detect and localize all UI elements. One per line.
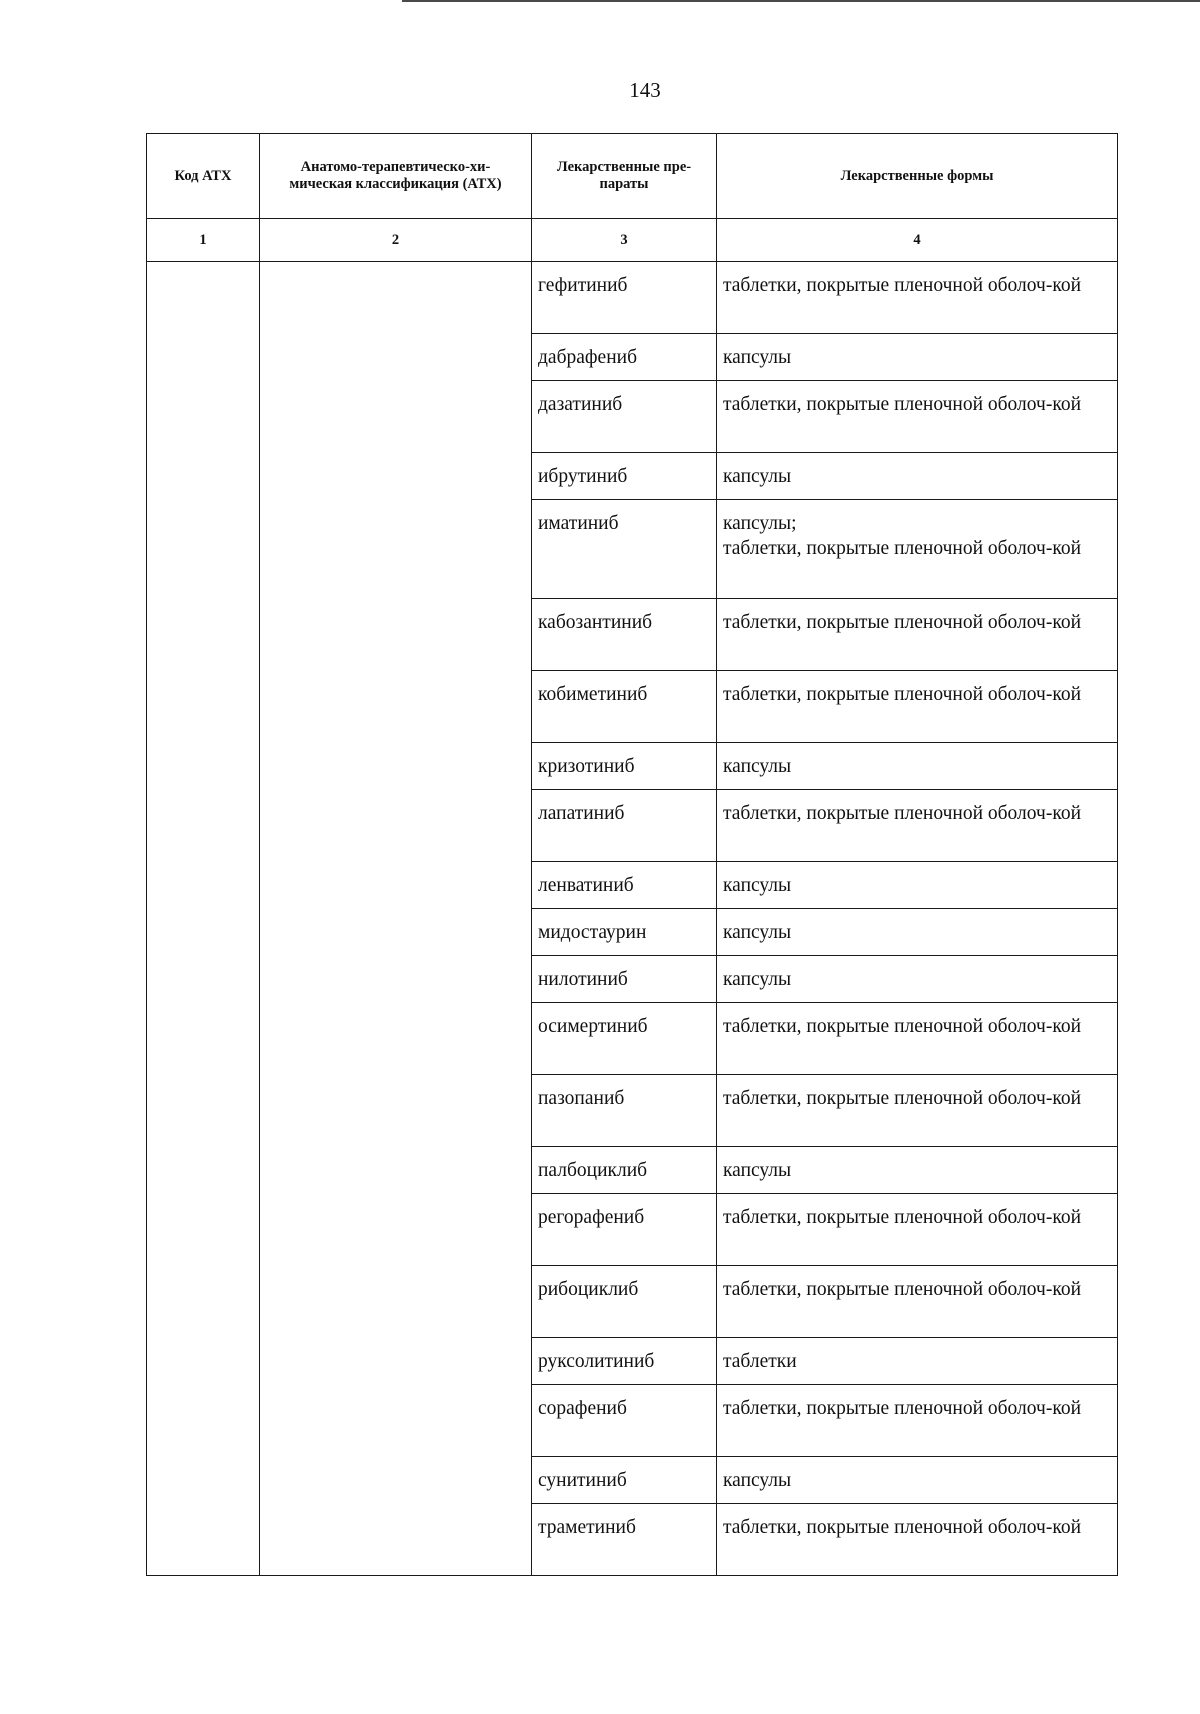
drug-name-cell: регорафениб (532, 1194, 717, 1266)
dosage-form-text: капсулы; (723, 513, 797, 534)
top-rule (402, 0, 1200, 2)
dosage-forms-cell (717, 334, 1118, 381)
drug-name-cell: нилотиниб (532, 956, 717, 1003)
dosage-forms-cell (717, 1147, 1118, 1194)
dosage-form-text: таблетки, покрытые пленочной оболоч-кой (723, 1279, 1081, 1300)
drug-name-cell: дазатиниб (532, 381, 717, 453)
dosage-form-text: капсулы (723, 1160, 792, 1181)
dosage-forms-cell (717, 1194, 1118, 1266)
header-atc-classification: Анатомо-терапевтическо-хи-мическая классификация (АТХ) (260, 134, 532, 219)
dosage-form-text: таблетки (723, 1351, 797, 1372)
drug-name-cell: кризотиниб (532, 743, 717, 790)
dosage-forms-cell (717, 1075, 1118, 1147)
drug-name-cell: рибоциклиб (532, 1266, 717, 1338)
dosage-forms-cell (717, 381, 1118, 453)
drug-name-cell: сорафениб (532, 1385, 717, 1457)
table-body (147, 262, 1118, 1576)
dosage-forms-cell (717, 1266, 1118, 1338)
dosage-form-text: капсулы (723, 969, 792, 990)
dosage-forms-cell (717, 1003, 1118, 1075)
dosage-forms-cell (717, 909, 1118, 956)
drug-name-cell: палбоциклиб (532, 1147, 717, 1194)
header-dosage-forms: Лекарственные формы (717, 134, 1118, 219)
drug-name-cell: траметиниб (532, 1504, 717, 1576)
column-number: 4 (717, 219, 1118, 262)
dosage-forms-cell (717, 262, 1118, 334)
drug-name-cell: иматиниб (532, 500, 717, 599)
dosage-forms-cell (717, 599, 1118, 671)
page-number: 143 (629, 78, 661, 102)
dosage-form-text: таблетки, покрытые пленочной оболоч-кой (723, 612, 1081, 633)
dosage-form-text: капсулы (723, 1470, 792, 1491)
column-number: 1 (147, 219, 260, 262)
drug-name-cell: кабозантиниб (532, 599, 717, 671)
drug-name-cell: пазопаниб (532, 1075, 717, 1147)
dosage-forms-cell (717, 1457, 1118, 1504)
dosage-forms-cell (717, 1338, 1118, 1385)
drug-name-cell: ленватиниб (532, 862, 717, 909)
dosage-forms-cell (717, 1504, 1118, 1576)
dosage-form-text: таблетки, покрытые пленочной оболоч-кой (723, 538, 1081, 559)
drug-name-cell: руксолитиниб (532, 1338, 717, 1385)
dosage-forms-cell (717, 671, 1118, 743)
dosage-form-text: таблетки, покрытые пленочной оболоч-кой (723, 803, 1081, 824)
dosage-forms-cell (717, 453, 1118, 500)
dosage-form-text: таблетки, покрытые пленочной оболоч-кой (723, 275, 1081, 296)
dosage-form-text: таблетки, покрытые пленочной оболоч-кой (723, 684, 1081, 705)
drug-name-cell: осимертиниб (532, 1003, 717, 1075)
dosage-forms-cell (717, 500, 1118, 599)
column-number-row (147, 219, 1118, 262)
drug-name-cell: сунитиниб (532, 1457, 717, 1504)
dosage-form-text: капсулы (723, 347, 792, 368)
dosage-form-text: таблетки, покрытые пленочной оболоч-кой (723, 394, 1081, 415)
table-row (147, 262, 1118, 334)
drug-name-cell: мидостаурин (532, 909, 717, 956)
dosage-form-text: капсулы (723, 922, 792, 943)
header-row (147, 134, 1118, 219)
header-atc-code: Код АТХ (147, 134, 260, 219)
dosage-form-text: таблетки, покрытые пленочной оболоч-кой (723, 1207, 1081, 1228)
dosage-form-text: таблетки, покрытые пленочной оболоч-кой (723, 1088, 1081, 1109)
atc-classification-cell (260, 262, 532, 1576)
column-number: 2 (260, 219, 532, 262)
drug-name-cell: лапатиниб (532, 790, 717, 862)
dosage-forms-cell (717, 743, 1118, 790)
drug-name-cell: кобиметиниб (532, 671, 717, 743)
dosage-forms-cell (717, 956, 1118, 1003)
dosage-forms-cell (717, 1385, 1118, 1457)
atc-code-cell (147, 262, 260, 1576)
dosage-form-text: капсулы (723, 466, 792, 487)
dosage-form-text: капсулы (723, 875, 792, 896)
dosage-form-text: таблетки, покрытые пленочной оболоч-кой (723, 1016, 1081, 1037)
dosage-form-text: таблетки, покрытые пленочной оболоч-кой (723, 1517, 1081, 1538)
dosage-forms-cell (717, 790, 1118, 862)
medicines-table (146, 133, 1118, 1576)
drug-name-cell: гефитиниб (532, 262, 717, 334)
column-number: 3 (532, 219, 717, 262)
drug-name-cell: ибрутиниб (532, 453, 717, 500)
dosage-forms-cell (717, 862, 1118, 909)
drug-name-cell: дабрафениб (532, 334, 717, 381)
dosage-form-text: капсулы (723, 756, 792, 777)
header-drugs: Лекарственные пре-параты (532, 134, 717, 219)
dosage-form-text: таблетки, покрытые пленочной оболоч-кой (723, 1398, 1081, 1419)
